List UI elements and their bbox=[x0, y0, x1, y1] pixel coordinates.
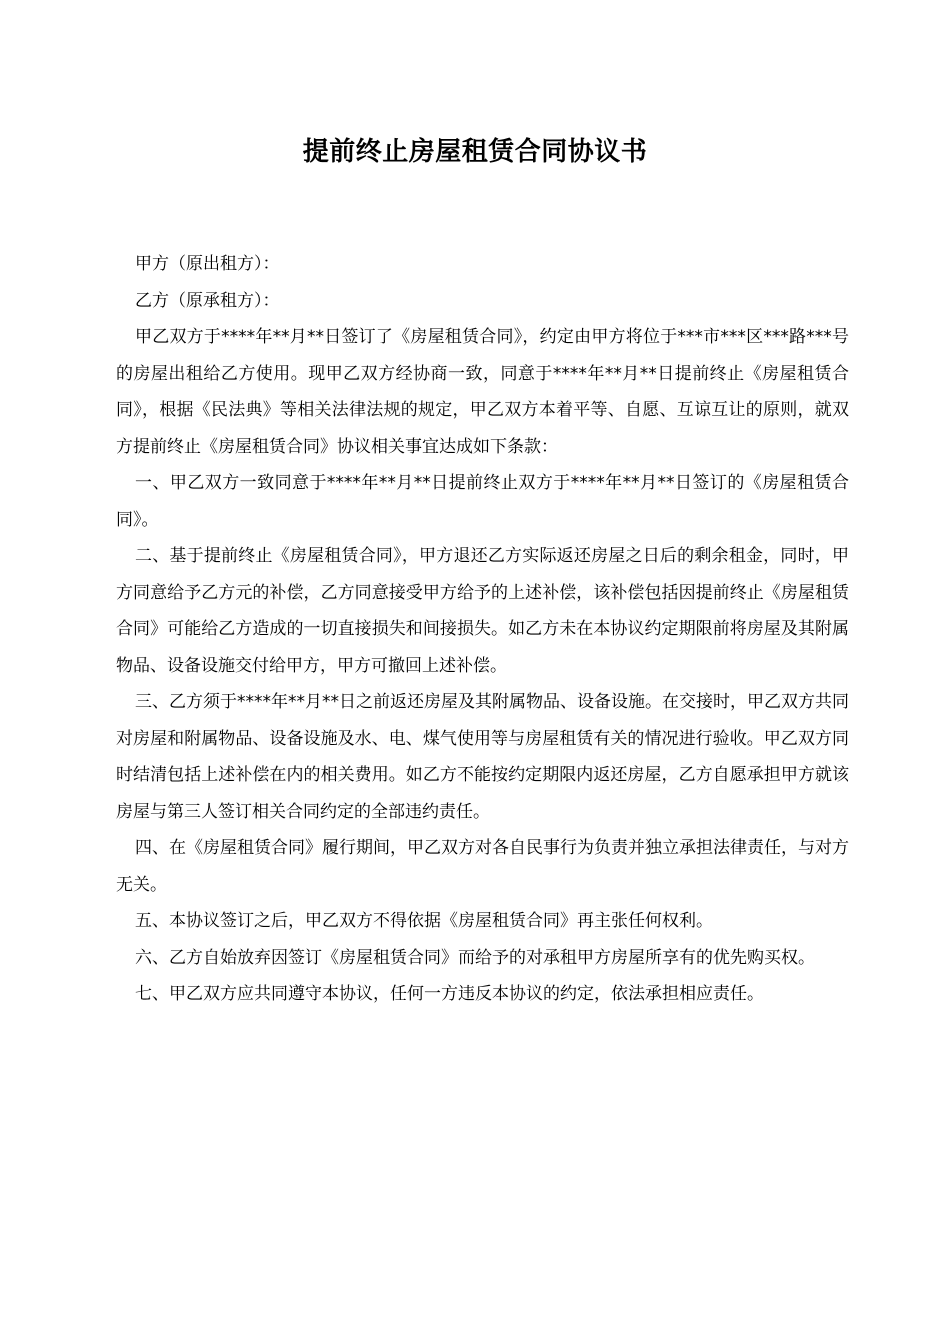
clause-1: 一、甲乙双方一致同意于****年**月**日提前终止双方于****年**月**日签订的《房屋租赁合同》。 bbox=[116, 473, 849, 530]
clause-2: 二、基于提前终止《房屋租赁合同》，甲方退还乙方实际返还房屋之日后的剩余租金，同时，甲方同意给予乙方元的补偿，乙方同意接受甲方给予的上述补偿，该补偿包括因提前终止《房屋租赁合同》可能给乙方造成的一切直接损失和间接损失。如乙方未在本协议约定期限前将房屋及其附属物品、设备设施交付给甲方，甲方可撤回上述补偿。 bbox=[116, 546, 849, 676]
document-body bbox=[116, 246, 849, 1013]
preamble-paragraph: 甲乙双方于****年**月**日签订了《房屋租赁合同》，约定由甲方将位于***市***区***路***号的房屋出租给乙方使用。现甲乙双方经协商一致，同意于****年**月**日提前终止《房屋租赁合同》，根据《民法典》等相关法律法规的规定，甲乙双方本着平等、自愿、互谅互让的原则，就双方提前终止《房屋租赁合同》协议相关事宜达成如下条款： bbox=[116, 327, 849, 457]
clause-3: 三、乙方须于****年**月**日之前返还房屋及其附属物品、设备设施。在交接时，甲乙双方共同对房屋和附属物品、设备设施及水、电、煤气使用等与房屋租赁有关的情况进行验收。甲乙双方同时结清包括上述补偿在内的相关费用。如乙方不能按约定期限内返还房屋，乙方自愿承担甲方就该房屋与第三人签订相关合同约定的全部违约责任。 bbox=[116, 692, 849, 822]
document-title: 提前终止房屋租赁合同协议书 bbox=[302, 137, 648, 167]
clause-7: 七、甲乙双方应共同遵守本协议，任何一方违反本协议的约定，依法承担相应责任。 bbox=[135, 984, 764, 1004]
party-b-line: 乙方（原承租方）： bbox=[135, 290, 280, 311]
clause-5: 五、本协议签订之后，甲乙双方不得依据《房屋租赁合同》再主张任何权利。 bbox=[135, 911, 713, 931]
party-a-line: 甲方（原出租方）： bbox=[135, 254, 280, 274]
clause-4: 四、在《房屋租赁合同》履行期间，甲乙双方对各自民事行为负责并独立承担法律责任，与对方无关。 bbox=[116, 838, 849, 895]
clause-6: 六、乙方自始放弃因签订《房屋租赁合同》而给予的对承租甲方房屋所享有的优先购买权。 bbox=[135, 947, 815, 968]
